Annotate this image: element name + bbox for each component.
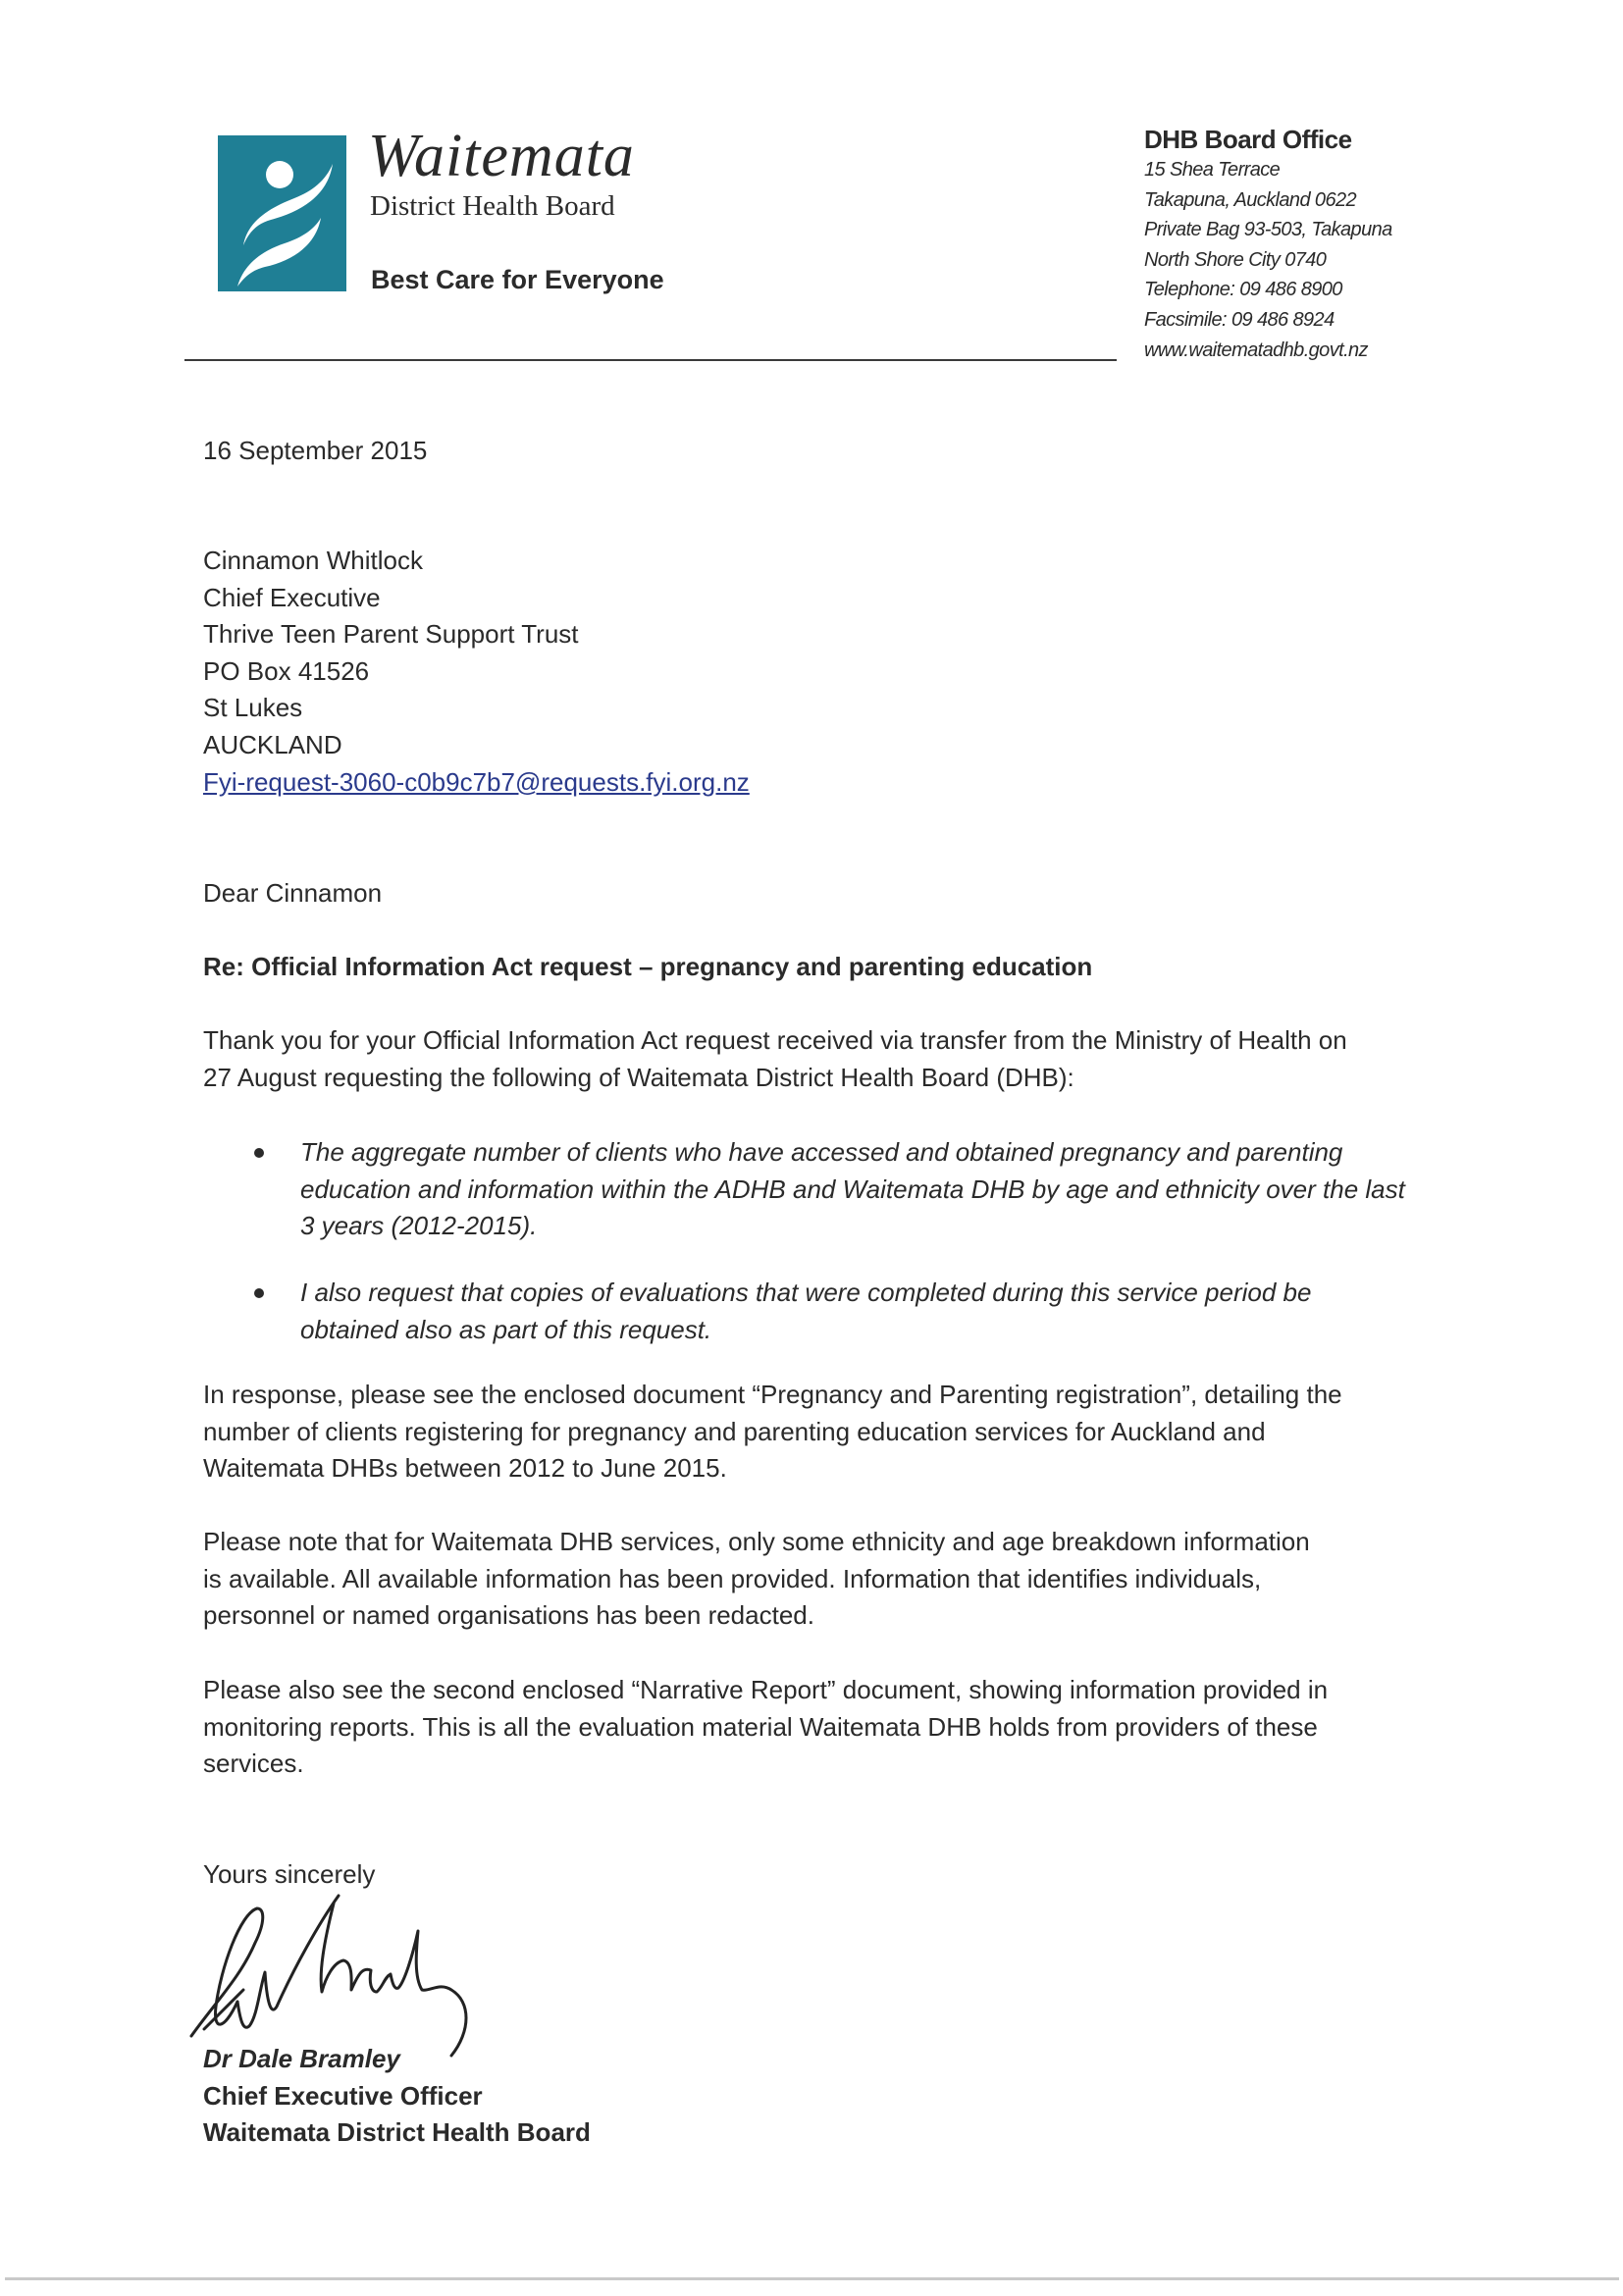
request-text: I also request that copies of evaluations that were completed during this service period be obtained also as part of this request. xyxy=(300,1278,1312,1344)
waitemata-figure-icon xyxy=(218,135,346,291)
recipient-po-box: PO Box 41526 xyxy=(203,655,370,686)
signature-icon xyxy=(186,1884,491,2061)
office-title: DHB Board Office xyxy=(1144,125,1352,154)
org-subtitle: District Health Board xyxy=(370,190,615,222)
signer-title: Chief Executive Officer xyxy=(203,2081,483,2111)
header-divider xyxy=(184,359,1117,361)
office-address-block xyxy=(1144,124,1468,365)
office-telephone: Telephone: 09 486 8900 xyxy=(1144,279,1342,301)
org-name: Waitemata xyxy=(368,123,635,189)
logo-icon xyxy=(218,135,346,291)
office-city: North Shore City 0740 xyxy=(1144,248,1327,271)
recipient-name: Cinnamon Whitlock xyxy=(203,546,423,575)
signer-organisation: Waitemata District Health Board xyxy=(203,2117,591,2147)
office-website-link[interactable]: www.waitematadhb.govt.nz xyxy=(1144,339,1368,361)
note-paragraph: Please note that for Waitemata DHB services, only some ethnicity and age breakdown information is available. All available information has been provided. Information that identifies individuals, personnel or named organisations has been redacted. xyxy=(203,1527,1310,1631)
narrative-paragraph: Please also see the second enclosed “Narrative Report” document, showing information provided in monitoring reports. This is all the evaluation material Waitemata DHB holds from providers of these services. xyxy=(203,1675,1329,1779)
org-tagline: Best Care for Everyone xyxy=(371,265,664,294)
recipient-city: AUCKLAND xyxy=(203,729,342,759)
salutation: Dear Cinnamon xyxy=(203,878,383,908)
signer-name: Dr Dale Bramley xyxy=(203,2044,400,2073)
letter-date: 16 September 2015 xyxy=(203,436,428,465)
office-suburb: Takapuna, Auckland 0622 xyxy=(1144,188,1357,211)
bullet-icon xyxy=(254,1148,264,1158)
subject-line: Re: Official Information Act request – pregnancy and parenting education xyxy=(203,952,1093,981)
office-street: 15 Shea Terrace xyxy=(1144,159,1281,181)
recipient-email-link[interactable]: Fyi-request-3060-c0b9c7b7@requests.fyi.org.nz xyxy=(203,766,750,797)
response-paragraph: In response, please see the enclosed document “Pregnancy and Parenting registration”, detailing the number of clients registering for pregnancy and parenting education services for Auckland and Waitemata DHBs between 2012 to June 2015. xyxy=(203,1380,1342,1484)
closing-line: Yours sincerely xyxy=(203,1859,376,1889)
page-edge-divider xyxy=(5,2277,1619,2280)
recipient-organisation: Thrive Teen Parent Support Trust xyxy=(203,619,579,650)
bullet-icon xyxy=(254,1288,264,1298)
intro-paragraph: Thank you for your Official Information Act request received via transfer from the Ministry of Health on 27 August requesting the following of Waitemata District Health Board (DHB): xyxy=(203,1025,1347,1092)
request-text: The aggregate number of clients who have accessed and obtained pregnancy and parenting education and information within the ADHB and Waitemata DHB by age and ethnicity over the last 3 years (2012-2015). xyxy=(300,1137,1405,1241)
recipient-title: Chief Executive xyxy=(203,582,381,612)
office-private-bag: Private Bag 93-503, Takapuna xyxy=(1144,219,1392,241)
recipient-address xyxy=(203,543,1430,801)
recipient-suburb: St Lukes xyxy=(203,693,303,723)
office-facsimile: Facsimile: 09 486 8924 xyxy=(1144,308,1335,331)
